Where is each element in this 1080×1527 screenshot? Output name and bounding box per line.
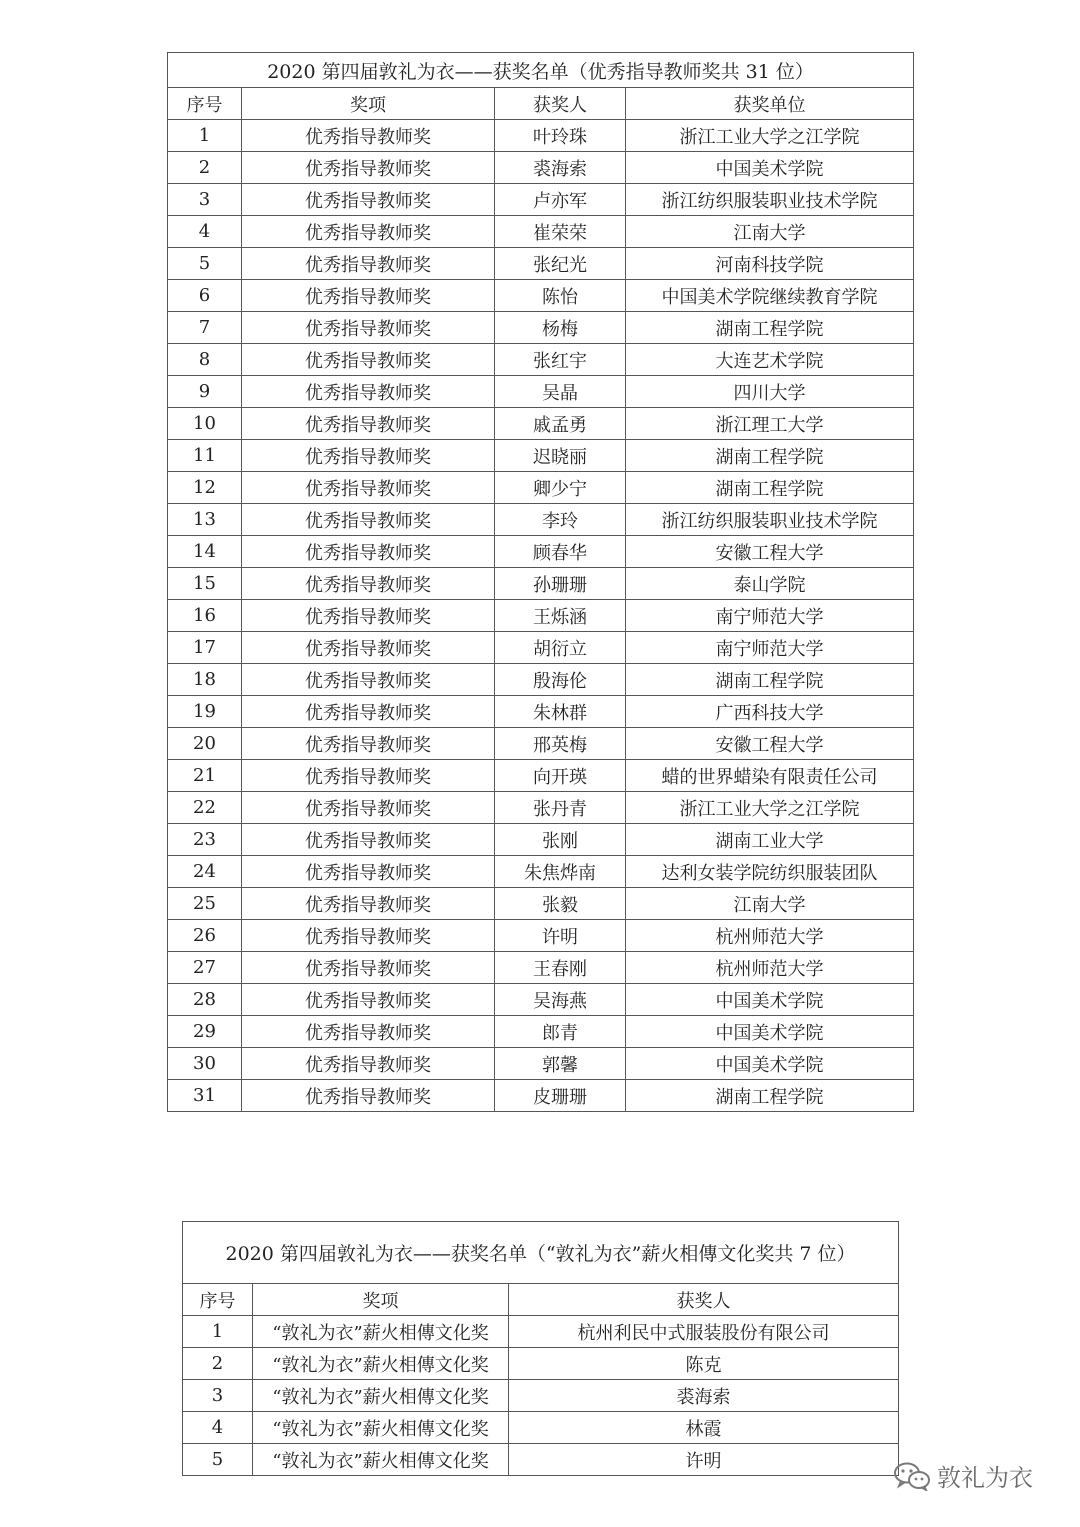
table-row — [168, 1048, 914, 1080]
table-row — [168, 568, 914, 600]
table-row — [168, 152, 914, 184]
cell-index: 23 — [168, 824, 242, 856]
header-unit: 获奖单位 — [626, 88, 914, 120]
cell-award: 优秀指导教师奖 — [242, 1048, 495, 1080]
cell-award: 优秀指导教师奖 — [242, 1080, 495, 1112]
cell-winner: 许明 — [509, 1444, 899, 1476]
cell-index: 1 — [168, 120, 242, 152]
cell-winner: 张刚 — [495, 824, 626, 856]
cell-unit: 中国美术学院 — [626, 1048, 914, 1080]
table-row — [168, 1016, 914, 1048]
header-index: 序号 — [168, 88, 242, 120]
cell-index: 13 — [168, 504, 242, 536]
cell-index: 2 — [183, 1348, 253, 1380]
cell-award: 优秀指导教师奖 — [242, 632, 495, 664]
cell-award: 优秀指导教师奖 — [242, 824, 495, 856]
cell-unit: 浙江工业大学之江学院 — [626, 792, 914, 824]
table-title: 2020 第四届敦礼为衣——获奖名单（“敦礼为衣”薪火相傳文化奖共 7 位） — [183, 1222, 899, 1284]
cell-award: 优秀指导教师奖 — [242, 568, 495, 600]
cell-index: 21 — [168, 760, 242, 792]
cell-index: 15 — [168, 568, 242, 600]
cell-award: 优秀指导教师奖 — [242, 888, 495, 920]
watermark — [893, 1458, 1033, 1493]
header-row — [183, 1284, 899, 1316]
cell-award: 优秀指导教师奖 — [242, 248, 495, 280]
cell-index: 19 — [168, 696, 242, 728]
cell-index: 30 — [168, 1048, 242, 1080]
cell-unit: 湖南工程学院 — [626, 472, 914, 504]
cell-winner: 迟晓丽 — [495, 440, 626, 472]
cell-award: 优秀指导教师奖 — [242, 152, 495, 184]
cell-unit: 江南大学 — [626, 888, 914, 920]
table-row — [168, 312, 914, 344]
cell-winner: 王春刚 — [495, 952, 626, 984]
cell-unit: 浙江理工大学 — [626, 408, 914, 440]
table-row — [183, 1412, 899, 1444]
cell-winner: 郎青 — [495, 1016, 626, 1048]
cell-unit: 泰山学院 — [626, 568, 914, 600]
cell-unit: 湖南工程学院 — [626, 440, 914, 472]
cell-winner: 卢亦军 — [495, 184, 626, 216]
cell-winner: 张红宇 — [495, 344, 626, 376]
watermark-text: 敦礼为衣 — [937, 1464, 1033, 1492]
cell-index: 29 — [168, 1016, 242, 1048]
table-row — [168, 408, 914, 440]
cell-award: 优秀指导教师奖 — [242, 1016, 495, 1048]
cell-index: 3 — [183, 1380, 253, 1412]
cell-award: 优秀指导教师奖 — [242, 984, 495, 1016]
cell-unit: 湖南工业大学 — [626, 824, 914, 856]
cell-award: 优秀指导教师奖 — [242, 856, 495, 888]
cell-unit: 安徽工程大学 — [626, 536, 914, 568]
table-row — [168, 920, 914, 952]
cell-unit: 浙江纺织服装职业技术学院 — [626, 504, 914, 536]
cell-unit: 中国美术学院 — [626, 984, 914, 1016]
cell-award: 优秀指导教师奖 — [242, 600, 495, 632]
cell-index: 4 — [168, 216, 242, 248]
cell-unit: 安徽工程大学 — [626, 728, 914, 760]
cell-index: 24 — [168, 856, 242, 888]
cell-winner: 卿少宁 — [495, 472, 626, 504]
cell-unit: 杭州师范大学 — [626, 952, 914, 984]
header-row — [168, 88, 914, 120]
cell-index: 5 — [168, 248, 242, 280]
cell-winner: 皮珊珊 — [495, 1080, 626, 1112]
cell-index: 28 — [168, 984, 242, 1016]
table-row — [183, 1444, 899, 1476]
header-award: 奖项 — [253, 1284, 509, 1316]
cell-winner: 裘海索 — [509, 1380, 899, 1412]
cell-award: “敦礼为衣”薪火相傳文化奖 — [253, 1380, 509, 1412]
cell-award: 优秀指导教师奖 — [242, 728, 495, 760]
cell-award: “敦礼为衣”薪火相傳文化奖 — [253, 1444, 509, 1476]
cell-index: 8 — [168, 344, 242, 376]
cell-award: 优秀指导教师奖 — [242, 344, 495, 376]
table-row — [168, 472, 914, 504]
cell-award: 优秀指导教师奖 — [242, 664, 495, 696]
cell-winner: 殷海伦 — [495, 664, 626, 696]
cell-winner: 陈克 — [509, 1348, 899, 1380]
cell-index: 25 — [168, 888, 242, 920]
cell-unit: 河南科技学院 — [626, 248, 914, 280]
cell-unit: 四川大学 — [626, 376, 914, 408]
table-row — [168, 376, 914, 408]
cell-award: 优秀指导教师奖 — [242, 216, 495, 248]
table-row — [168, 664, 914, 696]
cell-index: 5 — [183, 1444, 253, 1476]
table-row — [168, 824, 914, 856]
cell-award: 优秀指导教师奖 — [242, 408, 495, 440]
table-row — [183, 1348, 899, 1380]
cell-index: 31 — [168, 1080, 242, 1112]
cell-unit: 湖南工程学院 — [626, 664, 914, 696]
cell-index: 18 — [168, 664, 242, 696]
cell-winner: 胡衍立 — [495, 632, 626, 664]
cell-award: 优秀指导教师奖 — [242, 792, 495, 824]
cell-winner: 许明 — [495, 920, 626, 952]
table-row — [168, 344, 914, 376]
cell-index: 11 — [168, 440, 242, 472]
table-row — [168, 120, 914, 152]
cell-winner: 郭馨 — [495, 1048, 626, 1080]
table-row — [168, 248, 914, 280]
table-row — [168, 984, 914, 1016]
cell-unit: 南宁师范大学 — [626, 600, 914, 632]
table-row — [168, 792, 914, 824]
cell-index: 14 — [168, 536, 242, 568]
cell-award: 优秀指导教师奖 — [242, 472, 495, 504]
cell-unit: 中国美术学院 — [626, 152, 914, 184]
cell-award: 优秀指导教师奖 — [242, 920, 495, 952]
cell-winner: 王烁涵 — [495, 600, 626, 632]
table-row — [168, 1080, 914, 1112]
cell-unit: 蜡的世界蜡染有限责任公司 — [626, 760, 914, 792]
table-row — [168, 536, 914, 568]
table-row — [183, 1316, 899, 1348]
cell-unit: 达利女装学院纺织服装团队 — [626, 856, 914, 888]
cell-unit: 南宁师范大学 — [626, 632, 914, 664]
table-row — [168, 952, 914, 984]
table-title: 2020 第四届敦礼为衣——获奖名单（优秀指导教师奖共 31 位） — [168, 53, 914, 88]
table-row — [168, 280, 914, 312]
cell-index: 10 — [168, 408, 242, 440]
cell-award: “敦礼为衣”薪火相傳文化奖 — [253, 1412, 509, 1444]
cell-winner: 林霞 — [509, 1412, 899, 1444]
cell-award: 优秀指导教师奖 — [242, 120, 495, 152]
table-row — [168, 728, 914, 760]
cell-winner: 孙珊珊 — [495, 568, 626, 600]
cell-index: 12 — [168, 472, 242, 504]
table-row — [168, 696, 914, 728]
cell-index: 7 — [168, 312, 242, 344]
header-index: 序号 — [183, 1284, 253, 1316]
table-row — [168, 760, 914, 792]
table-row — [168, 632, 914, 664]
cell-award: 优秀指导教师奖 — [242, 280, 495, 312]
cell-winner: 向开瑛 — [495, 760, 626, 792]
cell-index: 16 — [168, 600, 242, 632]
cell-award: 优秀指导教师奖 — [242, 760, 495, 792]
table-row — [168, 504, 914, 536]
cell-award: “敦礼为衣”薪火相傳文化奖 — [253, 1348, 509, 1380]
cell-unit: 中国美术学院 — [626, 1016, 914, 1048]
cell-winner: 杭州利民中式服装股份有限公司 — [509, 1316, 899, 1348]
cell-winner: 张丹青 — [495, 792, 626, 824]
cell-index: 2 — [168, 152, 242, 184]
table-row — [168, 440, 914, 472]
cell-award: 优秀指导教师奖 — [242, 504, 495, 536]
cell-unit: 湖南工程学院 — [626, 1080, 914, 1112]
cell-award: 优秀指导教师奖 — [242, 536, 495, 568]
cell-award: “敦礼为衣”薪火相傳文化奖 — [253, 1316, 509, 1348]
header-winner: 获奖人 — [509, 1284, 899, 1316]
award-table-culture — [182, 1221, 899, 1476]
cell-winner: 陈怡 — [495, 280, 626, 312]
header-award: 奖项 — [242, 88, 495, 120]
table-row — [168, 888, 914, 920]
cell-winner: 顾春华 — [495, 536, 626, 568]
cell-unit: 江南大学 — [626, 216, 914, 248]
cell-index: 26 — [168, 920, 242, 952]
award-table-teachers — [167, 52, 914, 1112]
wechat-icon — [893, 1461, 931, 1491]
cell-award: 优秀指导教师奖 — [242, 440, 495, 472]
cell-award: 优秀指导教师奖 — [242, 952, 495, 984]
cell-unit: 大连艺术学院 — [626, 344, 914, 376]
cell-index: 1 — [183, 1316, 253, 1348]
cell-winner: 崔荣荣 — [495, 216, 626, 248]
cell-winner: 戚孟勇 — [495, 408, 626, 440]
cell-winner: 裘海索 — [495, 152, 626, 184]
cell-winner: 杨梅 — [495, 312, 626, 344]
cell-winner: 吴海燕 — [495, 984, 626, 1016]
cell-winner: 吴晶 — [495, 376, 626, 408]
cell-winner: 李玲 — [495, 504, 626, 536]
cell-award: 优秀指导教师奖 — [242, 184, 495, 216]
cell-winner: 叶玲珠 — [495, 120, 626, 152]
cell-index: 17 — [168, 632, 242, 664]
cell-award: 优秀指导教师奖 — [242, 376, 495, 408]
header-winner: 获奖人 — [495, 88, 626, 120]
cell-unit: 浙江工业大学之江学院 — [626, 120, 914, 152]
cell-index: 4 — [183, 1412, 253, 1444]
cell-index: 20 — [168, 728, 242, 760]
cell-unit: 广西科技大学 — [626, 696, 914, 728]
cell-index: 22 — [168, 792, 242, 824]
cell-unit: 浙江纺织服装职业技术学院 — [626, 184, 914, 216]
cell-winner: 张纪光 — [495, 248, 626, 280]
table-row — [168, 184, 914, 216]
table-row — [168, 216, 914, 248]
cell-unit: 中国美术学院继续教育学院 — [626, 280, 914, 312]
table-row — [168, 856, 914, 888]
cell-award: 优秀指导教师奖 — [242, 696, 495, 728]
cell-winner: 邢英梅 — [495, 728, 626, 760]
cell-winner: 朱焦烨南 — [495, 856, 626, 888]
table-row — [183, 1380, 899, 1412]
cell-unit: 湖南工程学院 — [626, 312, 914, 344]
cell-winner: 张毅 — [495, 888, 626, 920]
cell-index: 9 — [168, 376, 242, 408]
cell-unit: 杭州师范大学 — [626, 920, 914, 952]
cell-winner: 朱林群 — [495, 696, 626, 728]
cell-index: 3 — [168, 184, 242, 216]
table-row — [168, 600, 914, 632]
cell-index: 6 — [168, 280, 242, 312]
cell-index: 27 — [168, 952, 242, 984]
cell-award: 优秀指导教师奖 — [242, 312, 495, 344]
